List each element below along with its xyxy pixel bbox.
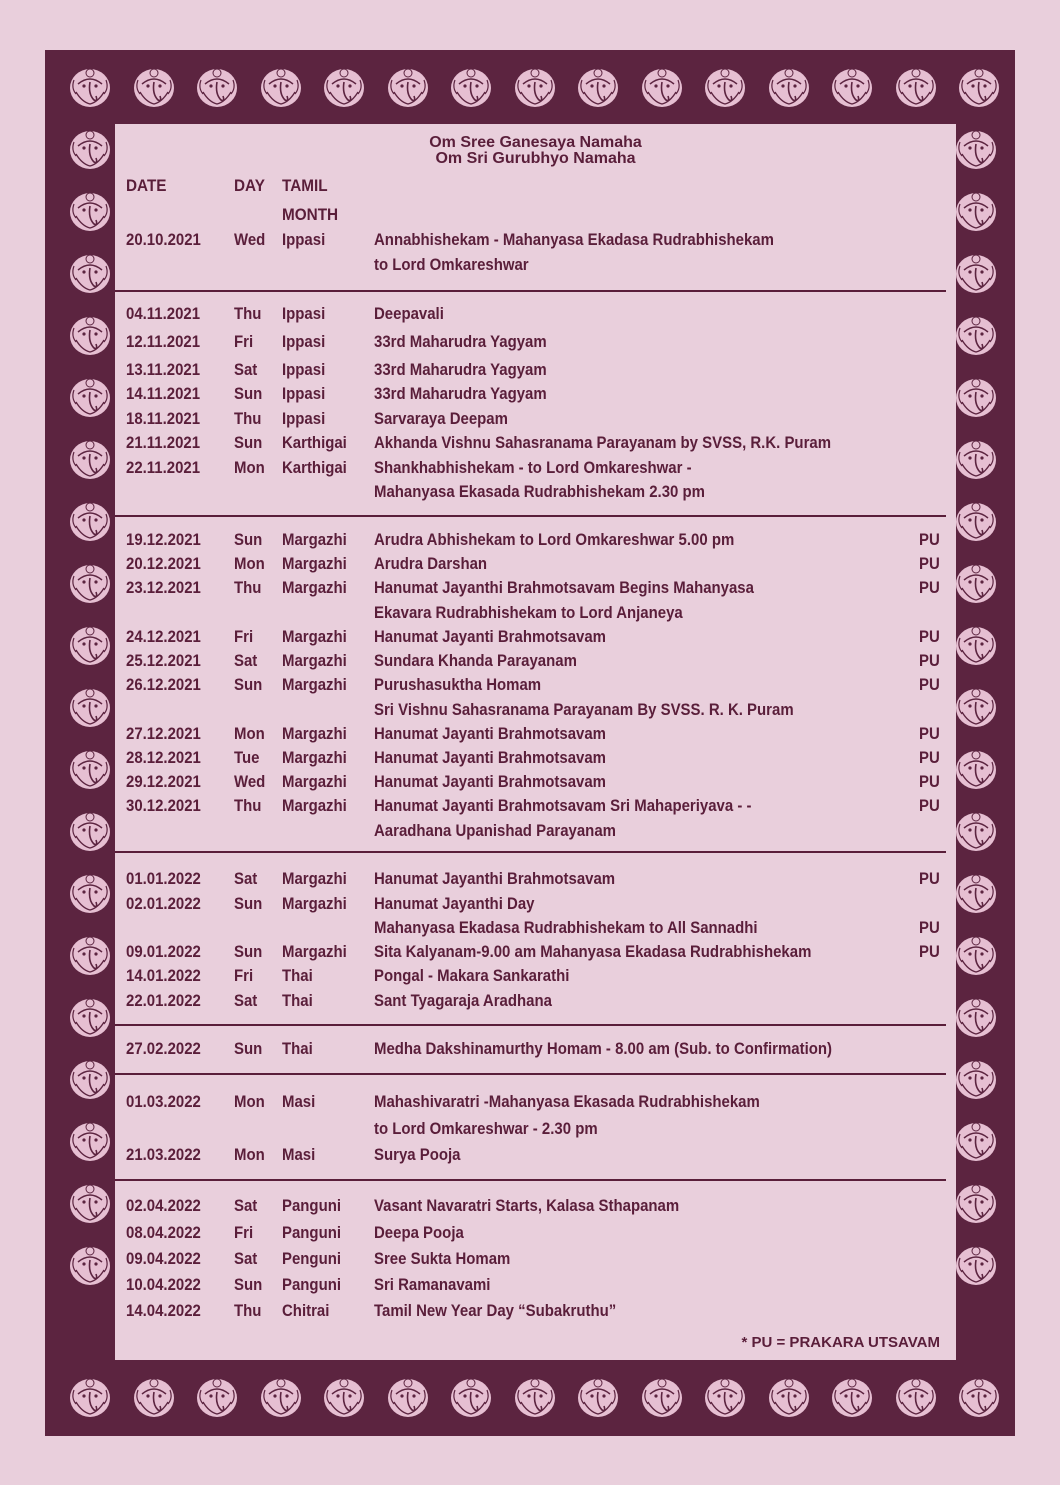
event-tamil-month: Margazhi [282, 554, 347, 573]
ganesha-icon [767, 1376, 811, 1420]
event-day: Mon [234, 554, 265, 573]
table-row [115, 651, 956, 673]
event-day: Thu [234, 796, 262, 815]
table-row [115, 482, 956, 504]
prakara-utsavam-marker: PU [919, 869, 940, 888]
event-day: Sun [234, 942, 263, 961]
event-date: 30.12.2021 [126, 796, 201, 815]
event-description: Mahashivaratri -Mahanyasa Ekasada Rudrabhishekam [374, 1092, 760, 1111]
event-description: Hanumat Jayanti Brahmotsavam [374, 627, 606, 646]
prakara-utsavam-marker: PU [919, 748, 940, 767]
event-day: Sun [234, 433, 263, 452]
table-row [115, 748, 956, 770]
event-day: Mon [234, 1145, 265, 1164]
table-row [115, 409, 956, 431]
ganesha-icon [68, 624, 112, 668]
ganesha-icon [68, 1182, 112, 1226]
table-row [115, 675, 956, 697]
table-row [115, 554, 956, 576]
event-day: Fri [234, 966, 254, 985]
invocation-line-2: Om Sri Gurubhyo Namaha [435, 150, 636, 167]
event-description: Deepa Pooja [374, 1223, 464, 1242]
event-day: Mon [234, 458, 265, 477]
event-date: 21.11.2021 [126, 433, 201, 452]
ganesha-icon [68, 500, 112, 544]
event-day: Sun [234, 1275, 263, 1294]
ganesha-icon [195, 66, 239, 110]
ganesha-icon [957, 66, 1001, 110]
ganesha-icon [195, 1376, 239, 1420]
ganesha-icon [894, 1376, 938, 1420]
event-description: Shankhabhishekam - to Lord Omkareshwar - [374, 458, 692, 477]
ganesha-icon [767, 66, 811, 110]
table-row [115, 918, 956, 940]
ganesha-icon [954, 500, 998, 544]
event-tamil-month: Ippasi [282, 230, 326, 249]
event-day: Sat [234, 991, 258, 1010]
event-day: Tue [234, 748, 260, 767]
event-day: Fri [234, 627, 254, 646]
table-row [115, 433, 956, 455]
event-day: Mon [234, 724, 265, 743]
event-day: Thu [234, 409, 262, 428]
event-date: 28.12.2021 [126, 748, 201, 767]
event-date: 09.01.2022 [126, 942, 201, 961]
event-tamil-month: Margazhi [282, 942, 347, 961]
event-description: 33rd Maharudra Yagyam [374, 332, 547, 351]
event-date: 01.01.2022 [126, 869, 201, 888]
event-tamil-month: Penguni [282, 1249, 342, 1268]
table-row [115, 1145, 956, 1167]
prakara-utsavam-marker: PU [919, 554, 940, 573]
event-tamil-month: Ippasi [282, 360, 326, 379]
event-day: Sat [234, 869, 258, 888]
event-tamil-month: Thai [282, 1039, 313, 1058]
event-day: Sun [234, 1039, 263, 1058]
prakara-utsavam-marker: PU [919, 942, 940, 961]
event-description: Annabhishekam - Mahanyasa Ekadasa Rudrabhishekam [374, 230, 774, 249]
event-tamil-month: Margazhi [282, 724, 347, 743]
ganesha-icon [449, 66, 493, 110]
event-description: 33rd Maharudra Yagyam [374, 384, 547, 403]
event-description: Arudra Abhishekam to Lord Omkareshwar 5.00 pm [374, 530, 735, 549]
ganesha-icon [954, 1244, 998, 1288]
event-date: 29.12.2021 [126, 772, 201, 791]
event-tamil-month: Margazhi [282, 578, 347, 597]
event-day: Fri [234, 1223, 254, 1242]
ganesha-icon [576, 1376, 620, 1420]
event-date: 14.04.2022 [126, 1301, 201, 1320]
event-date: 10.04.2022 [126, 1275, 201, 1294]
table-row [115, 869, 956, 891]
ganesha-icon [954, 190, 998, 234]
event-day: Sun [234, 384, 263, 403]
table-row [115, 304, 956, 326]
event-tamil-month: Chitrai [282, 1301, 330, 1320]
event-day: Sat [234, 651, 258, 670]
event-date: 18.11.2021 [126, 409, 201, 428]
ganesha-icon [954, 996, 998, 1040]
event-tamil-month: Ippasi [282, 409, 326, 428]
ganesha-icon [68, 562, 112, 606]
ganesha-icon [954, 1058, 998, 1102]
section-divider [115, 1073, 946, 1075]
table-row [115, 384, 956, 406]
event-day: Fri [234, 332, 254, 351]
ganesha-icon [322, 66, 366, 110]
event-day: Sun [234, 894, 263, 913]
event-description: Sant Tyagaraja Aradhana [374, 991, 552, 1010]
event-date: 02.04.2022 [126, 1196, 201, 1215]
table-row [115, 627, 956, 649]
column-header-month: TAMIL [282, 176, 328, 195]
event-description: Hanumat Jayanthi Day [374, 894, 535, 913]
table-row [115, 255, 956, 277]
event-date: 14.01.2022 [126, 966, 201, 985]
event-description: Hanumat Jayanthi Brahmotsavam [374, 869, 616, 888]
event-description: Hanumat Jayanti Brahmotsavam [374, 748, 606, 767]
ganesha-icon [954, 934, 998, 978]
event-date: 13.11.2021 [126, 360, 201, 379]
event-description: Pongal - Makara Sankarathi [374, 966, 570, 985]
event-description: 33rd Maharudra Yagyam [374, 360, 547, 379]
event-tamil-month: Margazhi [282, 651, 347, 670]
ganesha-icon [68, 190, 112, 234]
event-description: Vasant Navaratri Starts, Kalasa Sthapanam [374, 1196, 680, 1215]
event-description: Purushasuktha Homam [374, 675, 542, 694]
event-description: Medha Dakshinamurthy Homam - 8.00 am (Sub. to Confirmation) [374, 1039, 833, 1058]
event-tamil-month: Margazhi [282, 675, 347, 694]
ganesha-icon [830, 1376, 874, 1420]
event-description: Hanumat Jayanti Brahmotsavam Sri Mahaperiyava - - [374, 796, 752, 815]
event-date: 20.10.2021 [126, 230, 201, 249]
ganesha-icon [954, 128, 998, 172]
ganesha-icon [132, 66, 176, 110]
event-tamil-month: Margazhi [282, 894, 347, 913]
table-row [115, 772, 956, 794]
event-description: Hanumat Jayanthi Brahmotsavam Begins Mahanyasa [374, 578, 754, 597]
ganesha-icon [68, 438, 112, 482]
ganesha-icon [954, 438, 998, 482]
event-tamil-month: Thai [282, 991, 313, 1010]
prakara-utsavam-marker: PU [919, 918, 940, 937]
ganesha-icon [68, 686, 112, 730]
event-date: 14.11.2021 [126, 384, 201, 403]
event-day: Wed [234, 772, 266, 791]
ganesha-icon [954, 1120, 998, 1164]
event-day: Sat [234, 360, 258, 379]
event-tamil-month: Margazhi [282, 748, 347, 767]
event-date: 24.12.2021 [126, 627, 201, 646]
table-row [115, 360, 956, 382]
event-description: Sundara Khanda Parayanam [374, 651, 577, 670]
table-row [115, 230, 956, 252]
ganesha-icon [68, 128, 112, 172]
event-description: Arudra Darshan [374, 554, 488, 573]
event-day: Mon [234, 1092, 265, 1111]
event-day: Thu [234, 1301, 262, 1320]
section-divider [115, 290, 946, 292]
ganesha-icon [68, 934, 112, 978]
table-row [115, 894, 956, 916]
event-date: 09.04.2022 [126, 1249, 201, 1268]
ganesha-icon [954, 252, 998, 296]
event-description: Sri Ramanavami [374, 1275, 491, 1294]
event-description: Sita Kalyanam-9.00 am Mahanyasa Ekadasa Rudrabhishekam [374, 942, 812, 961]
event-description: Ekavara Rudrabhishekam to Lord Anjaneya [374, 603, 683, 622]
event-tamil-month: Ippasi [282, 384, 326, 403]
prakara-utsavam-marker: PU [919, 675, 940, 694]
invocation-line-1: Om Sree Ganesaya Namaha [429, 134, 642, 151]
event-date: 25.12.2021 [126, 651, 201, 670]
table-row [115, 1249, 956, 1271]
event-tamil-month: Margazhi [282, 796, 347, 815]
ganesha-icon [703, 1376, 747, 1420]
table-row [115, 724, 956, 746]
ganesha-icon [576, 66, 620, 110]
event-day: Sun [234, 675, 263, 694]
section-divider [115, 1179, 946, 1181]
event-tamil-month: Masi [282, 1145, 316, 1164]
event-tamil-month: Margazhi [282, 530, 347, 549]
event-tamil-month: Ippasi [282, 304, 326, 323]
event-date: 21.03.2022 [126, 1145, 201, 1164]
event-description: Mahanyasa Ekadasa Rudrabhishekam to All Sannadhi [374, 918, 758, 937]
prakara-utsavam-marker: PU [919, 627, 940, 646]
prakara-utsavam-marker: PU [919, 651, 940, 670]
ganesha-icon [640, 1376, 684, 1420]
table-row [115, 1275, 956, 1297]
ganesha-icon [68, 1058, 112, 1102]
event-day: Sat [234, 1196, 258, 1215]
ganesha-icon [954, 624, 998, 668]
ganesha-icon [954, 686, 998, 730]
table-row [115, 578, 956, 600]
ganesha-icon [830, 66, 874, 110]
table-row [115, 530, 956, 552]
event-date: 01.03.2022 [126, 1092, 201, 1111]
event-day: Sat [234, 1249, 258, 1268]
table-row [115, 603, 956, 625]
table-row [115, 1301, 956, 1323]
event-date: 22.11.2021 [126, 458, 201, 477]
table-row [115, 942, 956, 964]
prakara-utsavam-marker: PU [919, 530, 940, 549]
table-row [115, 966, 956, 988]
event-day: Thu [234, 304, 262, 323]
event-tamil-month: Margazhi [282, 772, 347, 791]
table-row [115, 1039, 956, 1061]
ganesha-icon [894, 66, 938, 110]
event-date: 23.12.2021 [126, 578, 201, 597]
event-tamil-month: Karthigai [282, 458, 347, 477]
ganesha-icon [68, 66, 112, 110]
ganesha-icon [68, 748, 112, 792]
event-tamil-month: Panguni [282, 1196, 342, 1215]
event-date: 20.12.2021 [126, 554, 201, 573]
prakara-utsavam-marker: PU [919, 796, 940, 815]
event-description: Mahanyasa Ekasada Rudrabhishekam 2.30 pm [374, 482, 705, 501]
ganesha-icon [513, 66, 557, 110]
ganesha-icon [68, 376, 112, 420]
ganesha-icon [954, 1182, 998, 1226]
event-description: Deepavali [374, 304, 444, 323]
ganesha-icon [386, 66, 430, 110]
ganesha-icon [640, 66, 684, 110]
prakara-utsavam-marker: PU [919, 578, 940, 597]
event-description: Hanumat Jayanti Brahmotsavam [374, 724, 606, 743]
ganesha-icon [322, 1376, 366, 1420]
pu-footnote: * PU = PRAKARA UTSAVAM [741, 1334, 940, 1351]
event-tamil-month: Masi [282, 1092, 316, 1111]
ganesha-icon [259, 1376, 303, 1420]
event-description: Surya Pooja [374, 1145, 461, 1164]
event-tamil-month: Margazhi [282, 869, 347, 888]
event-tamil-month: Thai [282, 966, 313, 985]
ganesha-icon [386, 1376, 430, 1420]
ganesha-icon [954, 810, 998, 854]
ganesha-icon [132, 1376, 176, 1420]
event-date: 02.01.2022 [126, 894, 201, 913]
event-day: Wed [234, 230, 266, 249]
event-tamil-month: Karthigai [282, 433, 347, 452]
ganesha-icon [68, 1244, 112, 1288]
table-row [115, 1223, 956, 1245]
ganesha-icon [449, 1376, 493, 1420]
table-row [115, 458, 956, 480]
ganesha-icon [954, 562, 998, 606]
event-description: Hanumat Jayanti Brahmotsavam [374, 772, 606, 791]
event-day: Thu [234, 578, 262, 597]
event-day: Sun [234, 530, 263, 549]
ganesha-icon [957, 1376, 1001, 1420]
event-description: to Lord Omkareshwar - 2.30 pm [374, 1119, 598, 1138]
schedule-panel [115, 124, 956, 1360]
table-row [115, 796, 956, 818]
ganesha-icon [68, 996, 112, 1040]
event-description: Tamil New Year Day “Subakruthu” [374, 1301, 617, 1320]
ganesha-icon [259, 66, 303, 110]
column-header-day: DAY [234, 176, 265, 195]
event-tamil-month: Panguni [282, 1223, 342, 1242]
table-row [115, 821, 956, 843]
ganesha-icon [954, 376, 998, 420]
section-divider [115, 851, 946, 853]
event-tamil-month: Margazhi [282, 627, 347, 646]
section-divider [115, 515, 946, 517]
prakara-utsavam-marker: PU [919, 772, 940, 791]
event-description: Sarvaraya Deepam [374, 409, 508, 428]
ganesha-icon [68, 810, 112, 854]
table-row [115, 1196, 956, 1218]
event-description: to Lord Omkareshwar [374, 255, 529, 274]
event-tamil-month: Ippasi [282, 332, 326, 351]
prakara-utsavam-marker: PU [919, 724, 940, 743]
event-date: 04.11.2021 [126, 304, 201, 323]
event-description: Akhanda Vishnu Sahasranama Parayanam by SVSS, R.K. Puram [374, 433, 832, 452]
ganesha-icon [68, 1376, 112, 1420]
event-date: 27.02.2022 [126, 1039, 201, 1058]
ganesha-icon [703, 66, 747, 110]
column-header-date: DATE [126, 176, 167, 195]
event-date: 08.04.2022 [126, 1223, 201, 1242]
ganesha-icon [68, 1120, 112, 1164]
ganesha-icon [954, 872, 998, 916]
event-date: 27.12.2021 [126, 724, 201, 743]
event-date: 19.12.2021 [126, 530, 201, 549]
event-description: Sree Sukta Homam [374, 1249, 511, 1268]
ganesha-icon [954, 314, 998, 358]
event-description: Aaradhana Upanishad Parayanam [374, 821, 616, 840]
ganesha-icon [68, 872, 112, 916]
event-date: 26.12.2021 [126, 675, 201, 694]
ganesha-icon [513, 1376, 557, 1420]
table-row [115, 991, 956, 1013]
ganesha-icon [954, 748, 998, 792]
section-divider [115, 1024, 946, 1026]
table-row [115, 1092, 956, 1114]
table-row [115, 1119, 956, 1141]
column-header-month-line2: MONTH [282, 205, 339, 224]
event-description: Sri Vishnu Sahasranama Parayanam By SVSS. R. K. Puram [374, 700, 794, 719]
event-date: 12.11.2021 [126, 332, 201, 351]
table-row [115, 700, 956, 722]
ganesha-icon [68, 314, 112, 358]
event-date: 22.01.2022 [126, 991, 201, 1010]
table-row [115, 332, 956, 354]
event-tamil-month: Panguni [282, 1275, 342, 1294]
ganesha-icon [68, 252, 112, 296]
